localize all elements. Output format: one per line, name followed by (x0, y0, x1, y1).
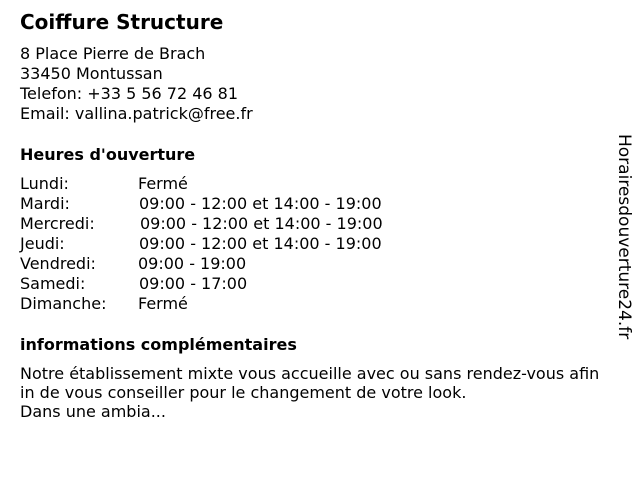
day-hours: 09:00 - 12:00 et 14:00 - 19:00 (140, 214, 383, 233)
day-hours: 09:00 - 12:00 et 14:00 - 19:00 (139, 234, 382, 253)
day-label: Mercredi: (20, 214, 95, 233)
description-line: Notre établissement mixte vous accueille avec ou sans rendez-vous afin (20, 364, 600, 383)
description-line: in de vous conseiller pour le changement de votre look. (20, 383, 467, 402)
contact-block (20, 44, 253, 124)
phone-number: Telefon: +33 5 56 72 46 81 (20, 84, 239, 103)
business-name: Coiffure Structure (20, 10, 224, 34)
day-hours: 09:00 - 17:00 (139, 274, 248, 293)
additional-info-heading: informations complémentaires (20, 335, 297, 354)
site-watermark: Horairesdouverture24.fr (614, 134, 634, 340)
day-label: Jeudi: (20, 234, 65, 253)
description-line: Dans une ambia... (20, 402, 166, 421)
day-hours: Fermé (138, 294, 188, 313)
opening-hours-heading: Heures d'ouverture (20, 145, 196, 164)
day-label: Lundi: (20, 174, 69, 193)
day-hours: Fermé (138, 174, 188, 193)
day-hours: 09:00 - 12:00 et 14:00 - 19:00 (139, 194, 382, 213)
day-label: Dimanche: (20, 294, 107, 313)
day-label: Mardi: (20, 194, 70, 213)
day-hours: 09:00 - 19:00 (138, 254, 247, 273)
day-label: Samedi: (20, 274, 86, 293)
business-description (20, 364, 635, 421)
email-address: Email: vallina.patrick@free.fr (20, 104, 253, 123)
address-city: 33450 Montussan (20, 64, 163, 83)
address-street: 8 Place Pierre de Brach (20, 44, 206, 63)
day-label: Vendredi: (20, 254, 96, 273)
